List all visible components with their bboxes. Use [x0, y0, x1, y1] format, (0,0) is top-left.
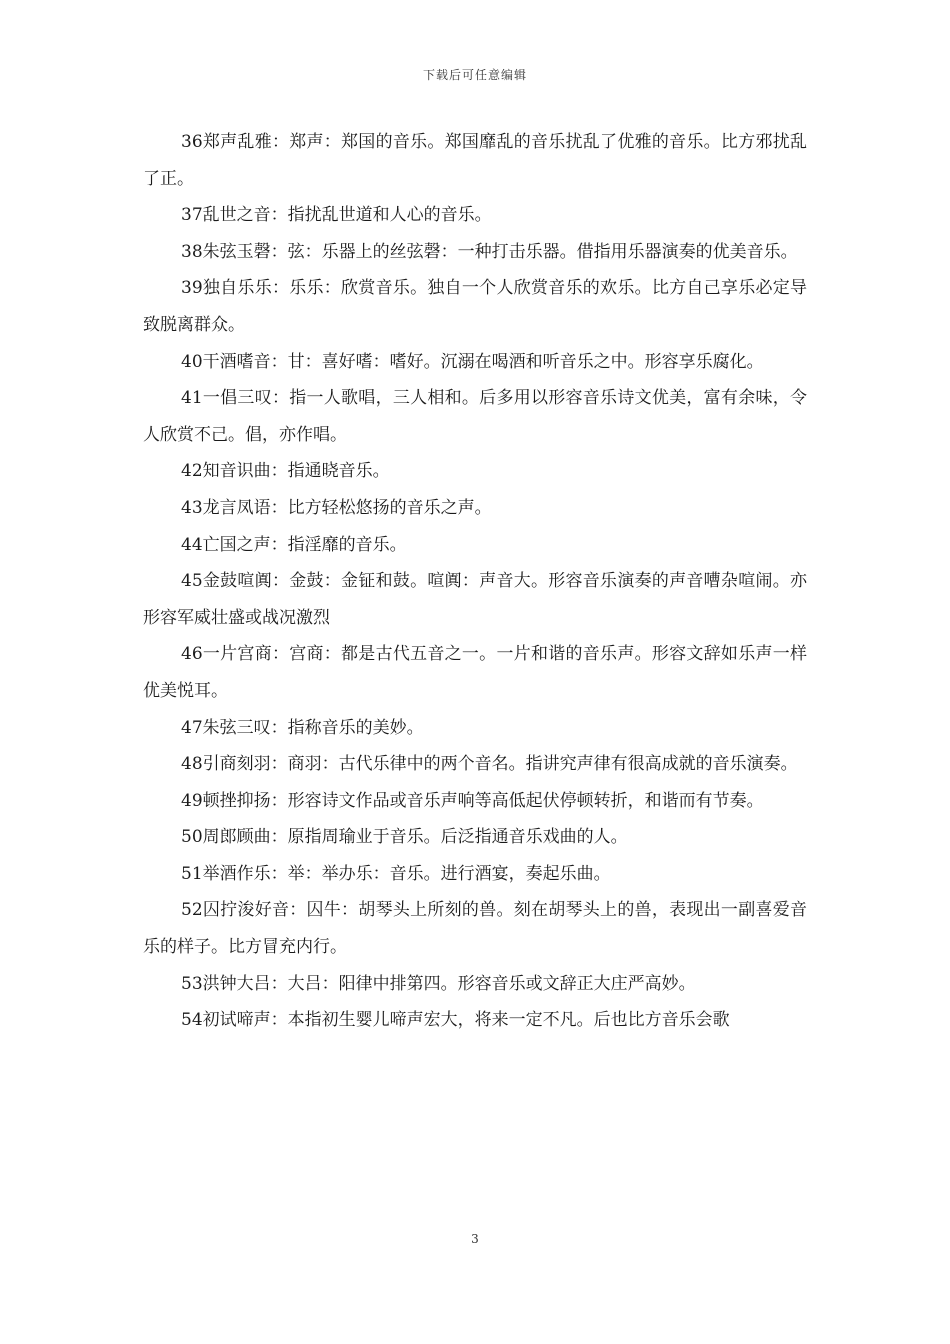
idiom-entry-37: 37乱世之音：指扰乱世道和人心的音乐。 — [181, 205, 492, 226]
idiom-entry-38: 38朱弦玉磬：弦：乐器上的丝弦磬：一种打击乐器。借指用乐器演奏的优美音乐。 — [181, 241, 798, 262]
idiom-entry-46: 46一片宫商：宫商：都是古代五音之一。一片和谐的音乐声。形容文辞如乐声一样优美悦耳。 — [143, 644, 807, 701]
idiom-entry-54: 54初试啼声：本指初生婴儿啼声宏大，将来一定不凡。后也比方音乐会歌 — [181, 1010, 730, 1031]
idiom-entry-43: 43龙言凤语：比方轻松悠扬的音乐之声。 — [181, 497, 492, 518]
document-body — [143, 124, 807, 1039]
idiom-entry-39: 39独自乐乐：乐乐：欣赏音乐。独自一个人欣赏音乐的欢乐。比方自己享乐必定导致脱离群众。 — [143, 278, 807, 335]
idiom-entry-47: 47朱弦三叹：指称音乐的美妙。 — [181, 717, 424, 738]
idiom-entry-53: 53洪钟大吕：大吕：阳律中排第四。形容音乐或文辞正大庄严高妙。 — [181, 973, 696, 994]
page-number: 3 — [471, 1232, 479, 1246]
idiom-entry-52: 52囚拧浚好音：囚牛：胡琴头上所刻的兽。刻在胡琴头上的兽，表现出一副喜爱音乐的样子。比方冒充内行。 — [143, 900, 807, 958]
idiom-entry-36: 36郑声乱雅：郑声：郑国的音乐。郑国靡乱的音乐扰乱了优雅的音乐。比方邪扰乱了正。 — [143, 132, 807, 189]
idiom-entry-51: 51举酒作乐：举：举办乐：音乐。进行酒宴，奏起乐曲。 — [181, 863, 611, 884]
idiom-entry-41: 41一倡三叹：指一人歌唱，三人相和。后多用以形容音乐诗文优美，富有余味，令人欣赏不己。倡，亦作唱。 — [143, 388, 807, 445]
idiom-entry-50: 50周郎顾曲：原指周瑜业于音乐。后泛指通音乐戏曲的人。 — [181, 827, 628, 848]
idiom-entry-40: 40干酒嗜音：甘：喜好嗜：嗜好。沉溺在喝酒和听音乐之中。形容享乐腐化。 — [181, 351, 764, 372]
idiom-entry-44: 44亡国之声：指淫靡的音乐。 — [181, 534, 407, 555]
idiom-entry-48: 48引商刻羽：商羽：古代乐律中的两个音名。指讲究声律有很高成就的音乐演奏。 — [181, 754, 798, 775]
idiom-entry-49: 49顿挫抑扬：形容诗文作品或音乐声响等高低起伏停顿转折，和谐而有节奏。 — [181, 790, 764, 811]
idiom-entry-45: 45金鼓喧阗：金鼓：金钲和鼓。喧阗：声音大。形容音乐演奏的声音嘈杂喧闹。亦形容军威壮盛或战况激烈 — [143, 571, 807, 628]
page-header: 下载后可任意编辑 — [422, 68, 527, 82]
idiom-entry-42: 42知音识曲：指通晓音乐。 — [181, 461, 390, 482]
